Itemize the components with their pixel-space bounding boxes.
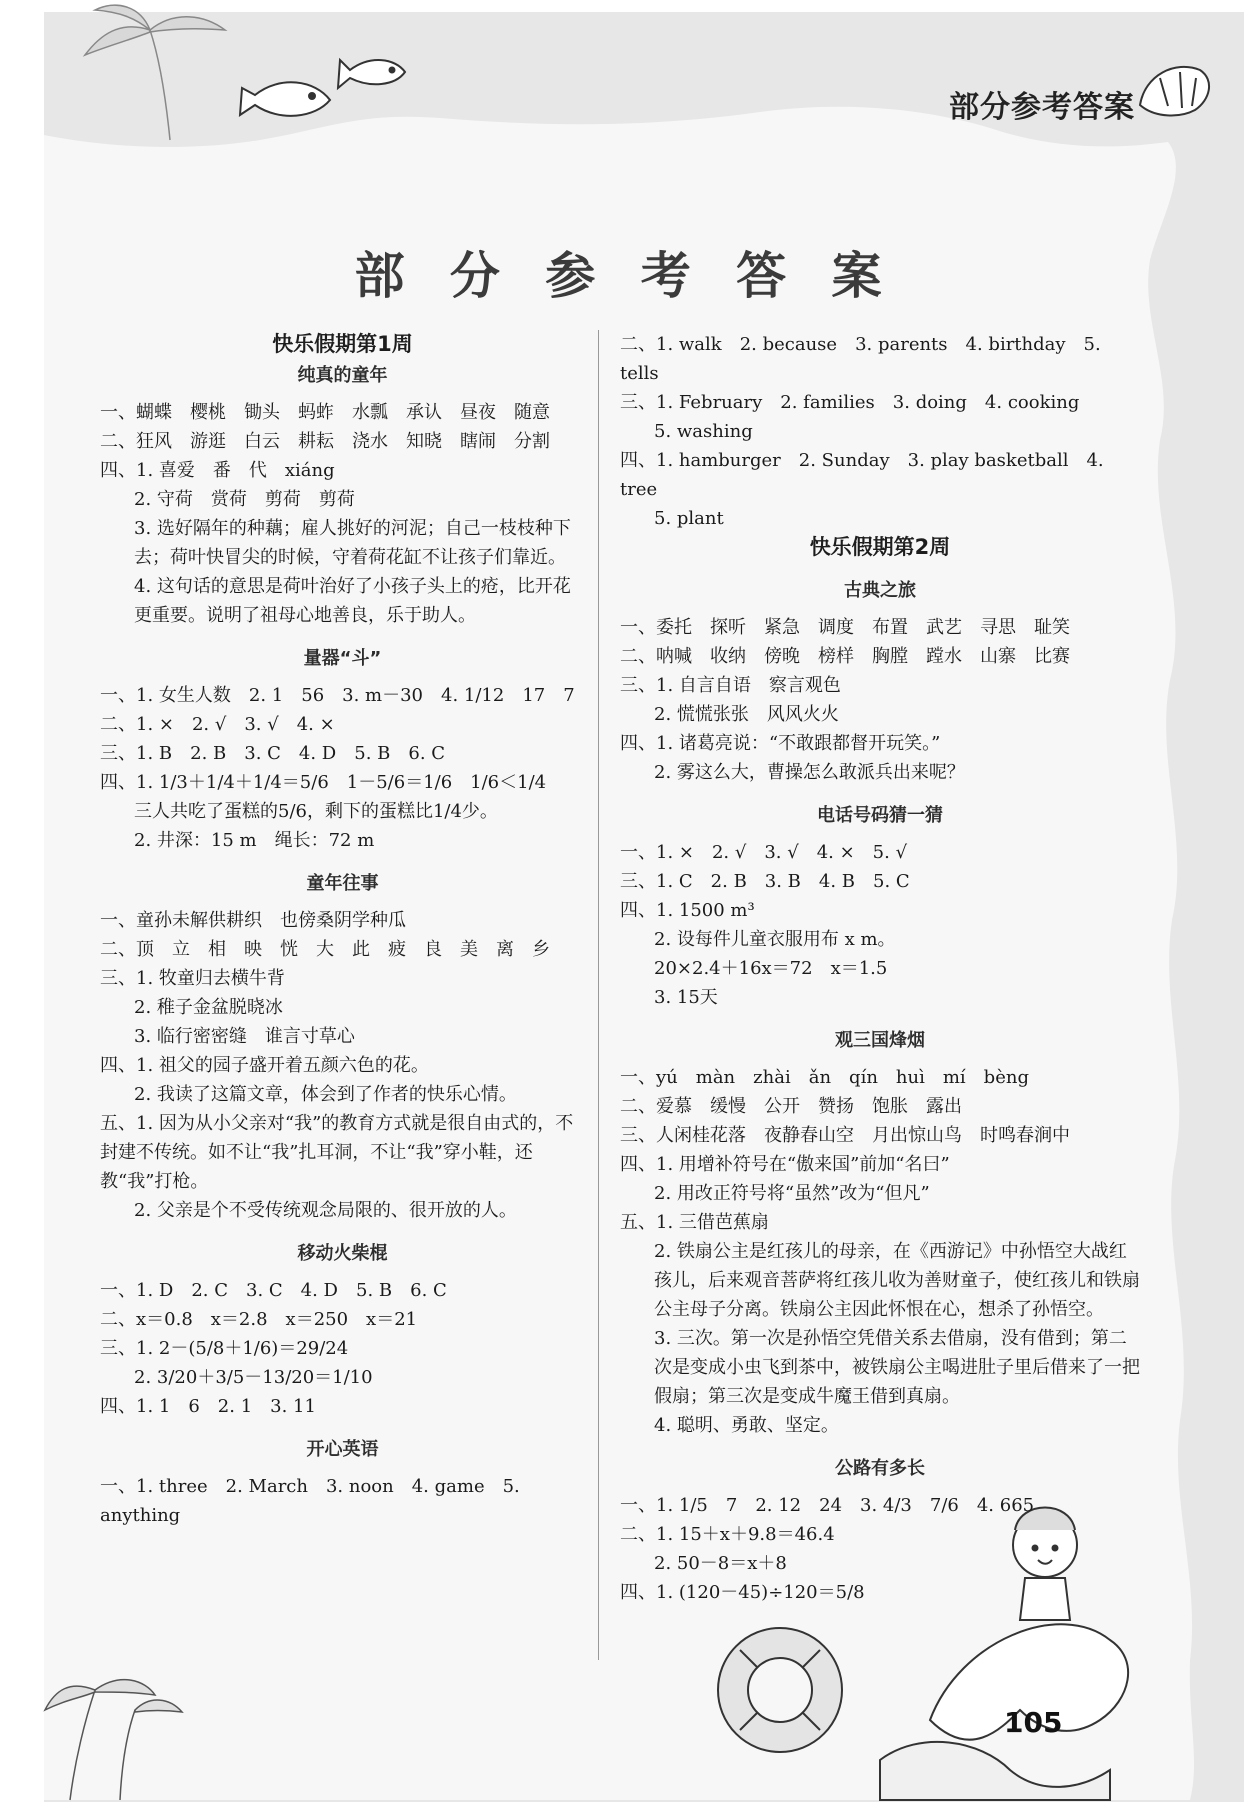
answer-line: 3. 15天 (654, 987, 718, 1008)
answer-line: 2. 我读了这篇文章，体会到了作者的快乐心情。 (134, 1084, 517, 1105)
answer-line: 2. 父亲是个不受传统观念局限的、很开放的人。 (134, 1200, 517, 1221)
left-column (100, 330, 585, 1530)
answer-line: 一、蝴蝶 樱桃 锄头 蚂蚱 水瓢 承认 昼夜 随意 (100, 402, 550, 423)
page-title: 部 分 参 考 答 案 (354, 247, 896, 305)
answer-line: 四、1. hamburger 2. Sunday 3. play basketball 4. tree (620, 450, 1110, 500)
answer-line: 2. 50－8＝x＋8 (654, 1553, 787, 1574)
section-heading: 电话号码猜一猜 (817, 805, 943, 826)
answer-line: 三、1. C 2. B 3. B 4. B 5. C (620, 871, 910, 892)
answer-line: 三、1. B 2. B 3. C 4. D 5. B 6. C (100, 743, 446, 764)
answer-line: 四、1. 1 6 2. 1 3. 11 (100, 1396, 316, 1417)
answer-line: 三、人闲桂花落 夜静春山空 月出惊山鸟 时鸣春涧中 (620, 1125, 1070, 1146)
answer-line: 2. 用改正符号将“虽然”改为“但凡” (654, 1183, 930, 1204)
palm-tree-icon (85, 5, 225, 140)
answer-line: 二、1. 15＋x＋9.8＝46.4 (620, 1524, 835, 1545)
answer-line: 2. 守荷 赏荷 剪荷 剪荷 (134, 489, 355, 510)
section-heading: 公路有多长 (835, 1458, 925, 1479)
shell-icon (1140, 67, 1209, 116)
week-heading: 快乐假期第1周 (272, 332, 413, 356)
answer-line: 四、1. 喜爱 番 代 xiáng (100, 460, 335, 481)
section-heading: 开心英语 (306, 1439, 379, 1460)
answer-line: 2. 稚子金盆脱晓冰 (134, 997, 283, 1018)
answer-line: 四、1. 1/3＋1/4＋1/4＝5/6 1－5/6＝1/6 1/6＜1/4 (100, 772, 547, 793)
answer-line: 20×2.4＋16x＝72 x＝1.5 (654, 958, 888, 979)
answer-line: 一、1. 1/5 7 2. 12 24 3. 4/3 7/6 4. 665 (620, 1495, 1035, 1516)
answer-line: 一、委托 探听 紧急 调度 布置 武艺 寻思 耻笑 (620, 617, 1070, 638)
answer-line: 2. 3/20＋3/5－13/20＝1/10 (134, 1367, 373, 1388)
answer-line: 四、1. (120－45)÷120＝5/8 (620, 1582, 865, 1603)
answer-line: 二、x＝0.8 x＝2.8 x＝250 x＝21 (100, 1309, 418, 1330)
answer-line: 一、yú màn zhài ǎn qín huì mí bèng (620, 1067, 1029, 1088)
answer-line: 三、1. 自言自语 察言观色 (620, 675, 841, 696)
answer-line: 2. 设每件儿童衣服用布 x m。 (654, 929, 896, 950)
answer-line: 三、1. February 2. families 3. doing 4. cooking (620, 392, 1080, 413)
answer-line: 二、顶 立 相 映 恍 大 此 疲 良 美 离 乡 (100, 939, 550, 960)
page-number: 105 (1004, 1706, 1063, 1739)
answer-line: 五、1. 三借芭蕉扇 (620, 1212, 769, 1233)
answer-line: 2. 井深：15 m 绳长：72 m (134, 830, 375, 851)
section-heading: 移动火柴棍 (297, 1243, 388, 1264)
answer-line: 二、1. walk 2. because 3. parents 4. birthday 5. tells (620, 334, 1107, 384)
answer-line: 一、1. D 2. C 3. C 4. D 5. B 6. C (100, 1280, 447, 1301)
column-divider (598, 330, 599, 1660)
answer-line: 一、1. 女生人数 2. 1 56 3. m－30 4. 1/12 17 7 (100, 685, 575, 706)
fish-icon (240, 60, 405, 116)
answer-line: 二、狂风 游逛 白云 耕耘 浇水 知晓 瞎闹 分割 (100, 431, 550, 452)
right-column (620, 330, 1140, 1607)
answer-line: 四、1. 祖父的园子盛开着五颜六色的花。 (100, 1055, 429, 1076)
answer-line: 3. 三次。第一次是孙悟空凭借关系去借扇，没有借到；第二次是变成小虫飞到茶中，被铁扇公主喝进肚子里后借来了一把假扇；第三次是变成牛魔王借到真扇。 (654, 1328, 1140, 1407)
answer-line: 一、童孙未解供耕织 也傍桑阴学种瓜 (100, 910, 406, 931)
section-heading: 量器“斗” (303, 648, 382, 669)
answer-line: 2. 铁扇公主是红孩儿的母亲，在《西游记》中孙悟空大战红孩儿，后来观音菩萨将红孩儿收为善财童子，使红孩儿和铁扇公主母子分离。铁扇公主因此怀恨在心，想杀了孙悟空。 (654, 1241, 1140, 1320)
life-ring-icon (718, 1628, 842, 1752)
section-heading: 古典之旅 (844, 580, 916, 601)
answer-line: 二、爱慕 缓慢 公开 赞扬 饱胀 露出 (620, 1096, 962, 1117)
answer-line: 3. 临行密密缝 谁言寸草心 (134, 1026, 355, 1047)
section-heading: 纯真的童年 (297, 365, 388, 386)
answer-line: 2. 雾这么大，曹操怎么敢派兵出来呢？ (654, 762, 965, 783)
section-heading: 童年往事 (306, 873, 379, 894)
answer-line: 4. 这句话的意思是荷叶治好了小孩子头上的疮，比开花更重要。说明了祖母心地善良，乐于助人。 (134, 576, 571, 626)
answer-line: 一、1. three 2. March 3. noon 4. game 5. anything (100, 1476, 526, 1526)
week-heading: 快乐假期第2周 (809, 535, 951, 559)
answer-line: 2. 慌慌张张 风风火火 (654, 704, 839, 725)
answer-line: 三、1. 2－(5/8＋1/6)＝29/24 (100, 1338, 349, 1359)
answer-line: 四、1. 诸葛亮说：“不敢跟都督开玩笑。” (620, 733, 941, 754)
answer-line: 三、1. 牧童归去横牛背 (100, 968, 285, 989)
header-title: 部分参考答案 (949, 90, 1135, 125)
answer-line: 二、呐喊 收纳 傍晚 榜样 胸膛 蹚水 山寨 比赛 (620, 646, 1070, 667)
answer-line: 四、1. 用增补符号在“傲来国”前加“名曰” (620, 1154, 950, 1175)
answer-line: 3. 选好隔年的种藕；雇人挑好的河泥；自己一枝枝种下去；荷叶快冒尖的时候，守着荷花缸不让孩子们靠近。 (134, 518, 571, 568)
section-heading: 观三国烽烟 (835, 1030, 925, 1051)
answer-line: 五、1. 因为从小父亲对“我”的教育方式就是很自由式的，不封建不传统。如不让“我”扎耳洞，不让“我”穿小鞋，还教“我”打枪。 (100, 1113, 574, 1192)
answer-line: 四、1. 1500 m³ (620, 900, 755, 921)
answer-line: 4. 聪明、勇敢、坚定。 (654, 1415, 839, 1436)
answer-line: 二、1. × 2. √ 3. √ 4. × (100, 714, 335, 735)
answer-line: 5. plant (654, 508, 724, 529)
answer-line: 一、1. × 2. √ 3. √ 4. × 5. √ (620, 842, 908, 863)
answer-line: 5. washing (654, 421, 753, 442)
answer-line: 三人共吃了蛋糕的5/6，剩下的蛋糕比1/4少。 (134, 801, 498, 822)
